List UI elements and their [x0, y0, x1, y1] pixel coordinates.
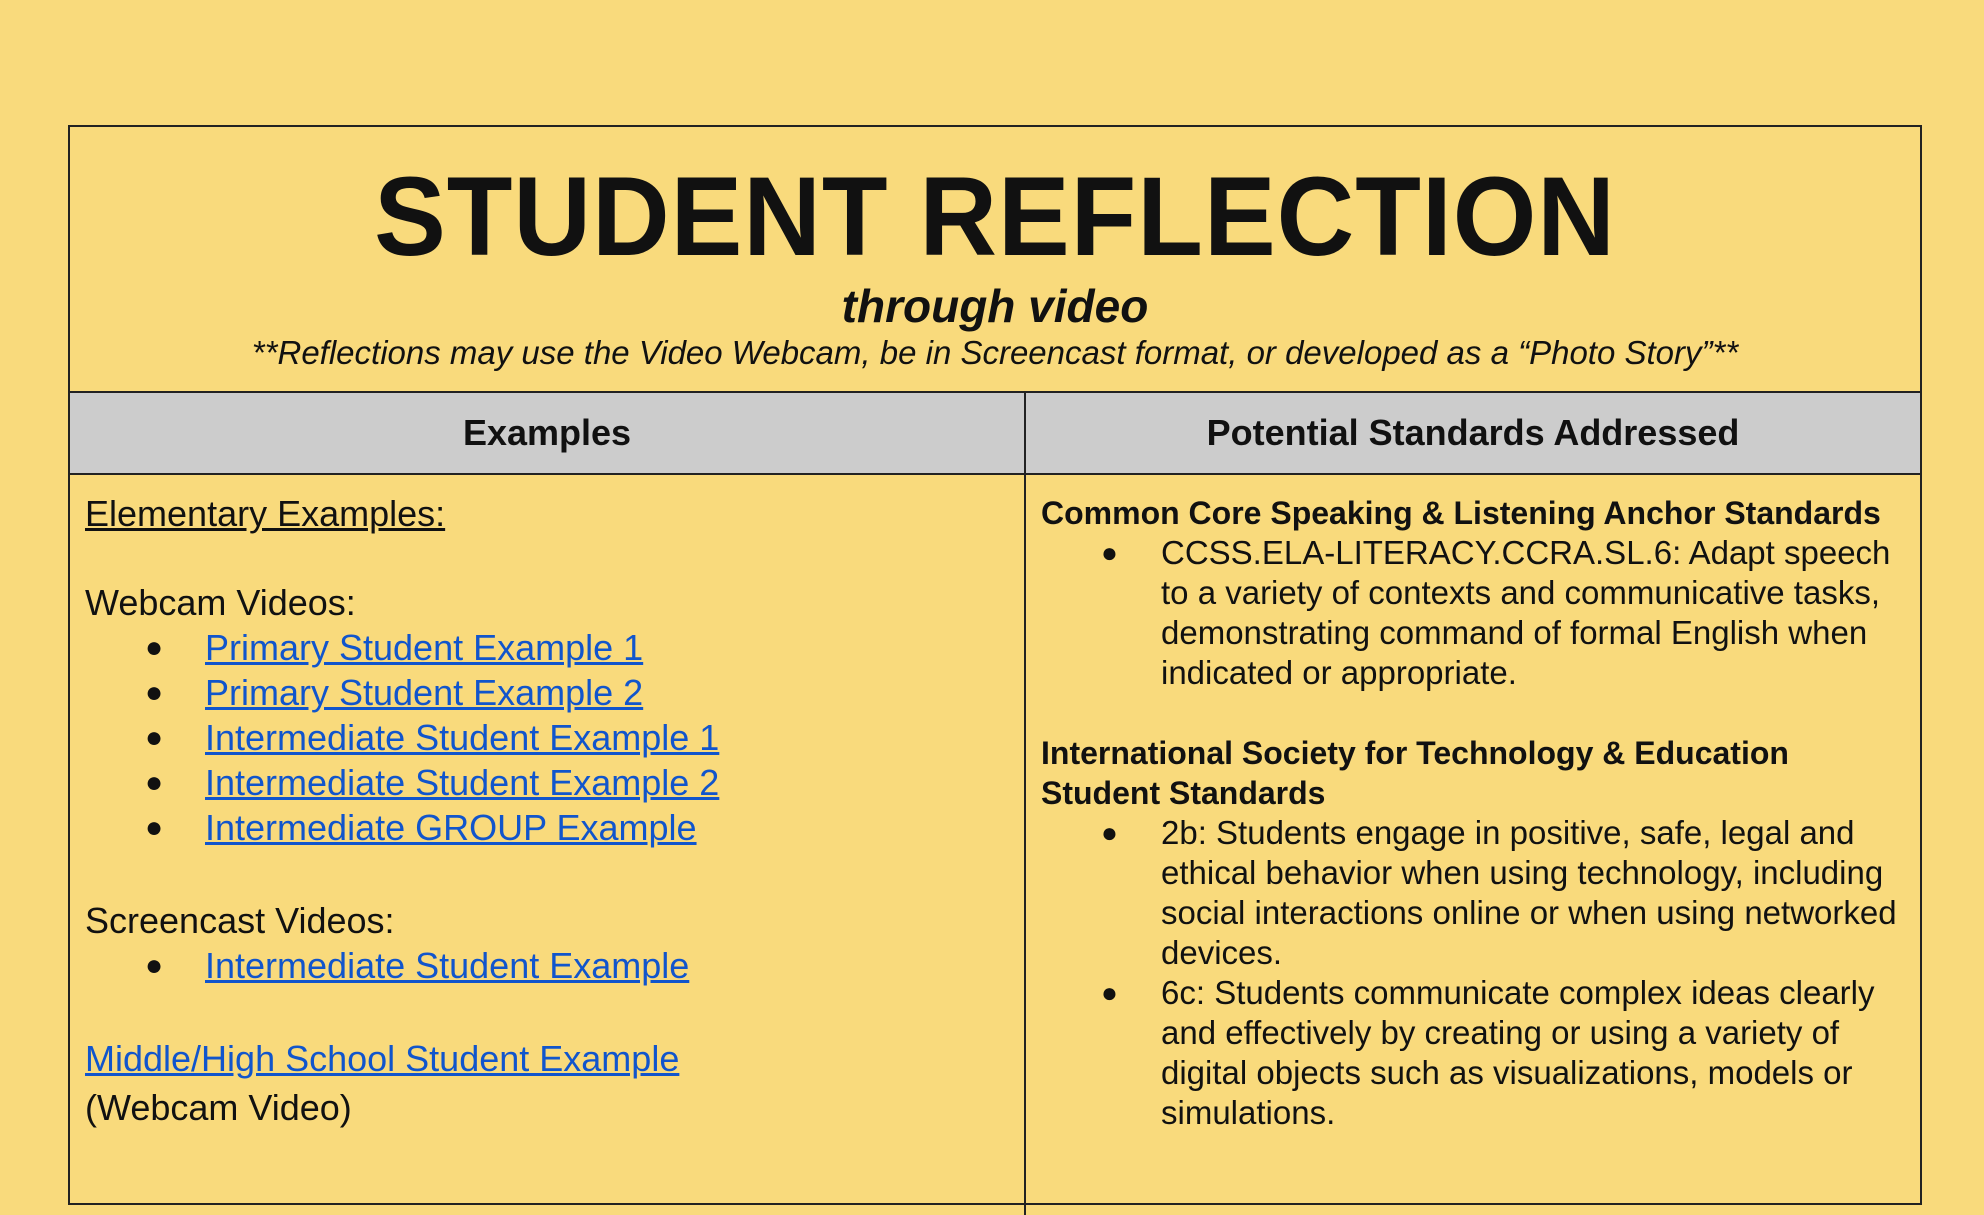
list-item — [1041, 973, 1906, 1133]
page-title: STUDENT REFLECTION — [374, 154, 1616, 279]
spacer — [1041, 693, 1906, 733]
reflection-document — [68, 125, 1922, 1205]
bullet-icon: ● — [145, 721, 164, 754]
bullet-icon: ● — [145, 949, 164, 982]
list-item — [85, 943, 1024, 988]
bullet-icon: ● — [1101, 977, 1118, 1008]
bullet-icon: ● — [145, 766, 164, 799]
list-item — [1041, 813, 1906, 973]
primary-student-example-2-link[interactable]: Primary Student Example 2 — [205, 672, 644, 713]
common-core-standards-list — [1041, 533, 1906, 693]
list-item — [85, 760, 1024, 805]
table-body-row — [70, 475, 1920, 1215]
screencast-links-list — [85, 943, 1024, 988]
format-note: **Reflections may use the Video Webcam, be in Screencast format, or developed as a “Photo Story”** — [251, 334, 1739, 371]
intermediate-group-example-link[interactable]: Intermediate GROUP Example — [205, 807, 697, 848]
middle-high-school-example-link[interactable]: Middle/High School Student Example — [85, 1038, 680, 1079]
bullet-icon: ● — [1101, 817, 1118, 848]
standard-text: CCSS.ELA-LITERACY.CCRA.SL.6: Adapt speech to a variety of contexts and communicative tasks, demonstrating command of formal English when indicated or appropriate. — [1161, 534, 1891, 691]
screencast-videos-label: Screencast Videos: — [85, 900, 395, 941]
elementary-examples-heading: Elementary Examples: — [85, 493, 446, 534]
standards-header: Potential Standards Addressed — [1206, 412, 1740, 453]
bullet-icon: ● — [145, 811, 164, 844]
standard-text: 6c: Students communicate complex ideas clearly and effectively by creating or using a variety of digital objects such as visualizations, models or simulations. — [1161, 974, 1875, 1131]
standards-cell — [1026, 475, 1920, 1215]
webcam-videos-label: Webcam Videos: — [85, 582, 356, 623]
intermediate-student-example-2-link[interactable]: Intermediate Student Example 2 — [205, 762, 720, 803]
list-item — [85, 805, 1024, 850]
common-core-standards-heading: Common Core Speaking & Listening Anchor Standards — [1041, 495, 1881, 531]
primary-student-example-1-link[interactable]: Primary Student Example 1 — [205, 627, 644, 668]
list-item — [1041, 533, 1906, 693]
examples-header: Examples — [70, 393, 1026, 473]
standard-text: 2b: Students engage in positive, safe, legal and ethical behavior when using technology, including social interactions online or when using networked devices. — [1161, 814, 1897, 971]
table-header-row — [70, 393, 1920, 475]
spacer — [85, 988, 1024, 1036]
examples-cell — [70, 475, 1026, 1215]
list-item — [85, 670, 1024, 715]
bullet-icon: ● — [145, 676, 164, 709]
spacer — [85, 536, 1024, 580]
title-block — [70, 127, 1920, 393]
spacer — [85, 850, 1024, 898]
list-item — [85, 715, 1024, 760]
intermediate-student-example-1-link[interactable]: Intermediate Student Example 1 — [205, 717, 720, 758]
intermediate-student-screencast-link[interactable]: Intermediate Student Example — [205, 945, 690, 986]
bullet-icon: ● — [1101, 537, 1118, 568]
bullet-icon: ● — [145, 631, 164, 664]
webcam-links-list — [85, 625, 1024, 850]
page-subtitle: through video — [841, 280, 1149, 332]
iste-standards-list — [1041, 813, 1906, 1133]
list-item — [85, 625, 1024, 670]
iste-standards-heading: International Society for Technology & Education Student Standards — [1041, 735, 1789, 811]
webcam-video-note: (Webcam Video) — [85, 1087, 352, 1128]
